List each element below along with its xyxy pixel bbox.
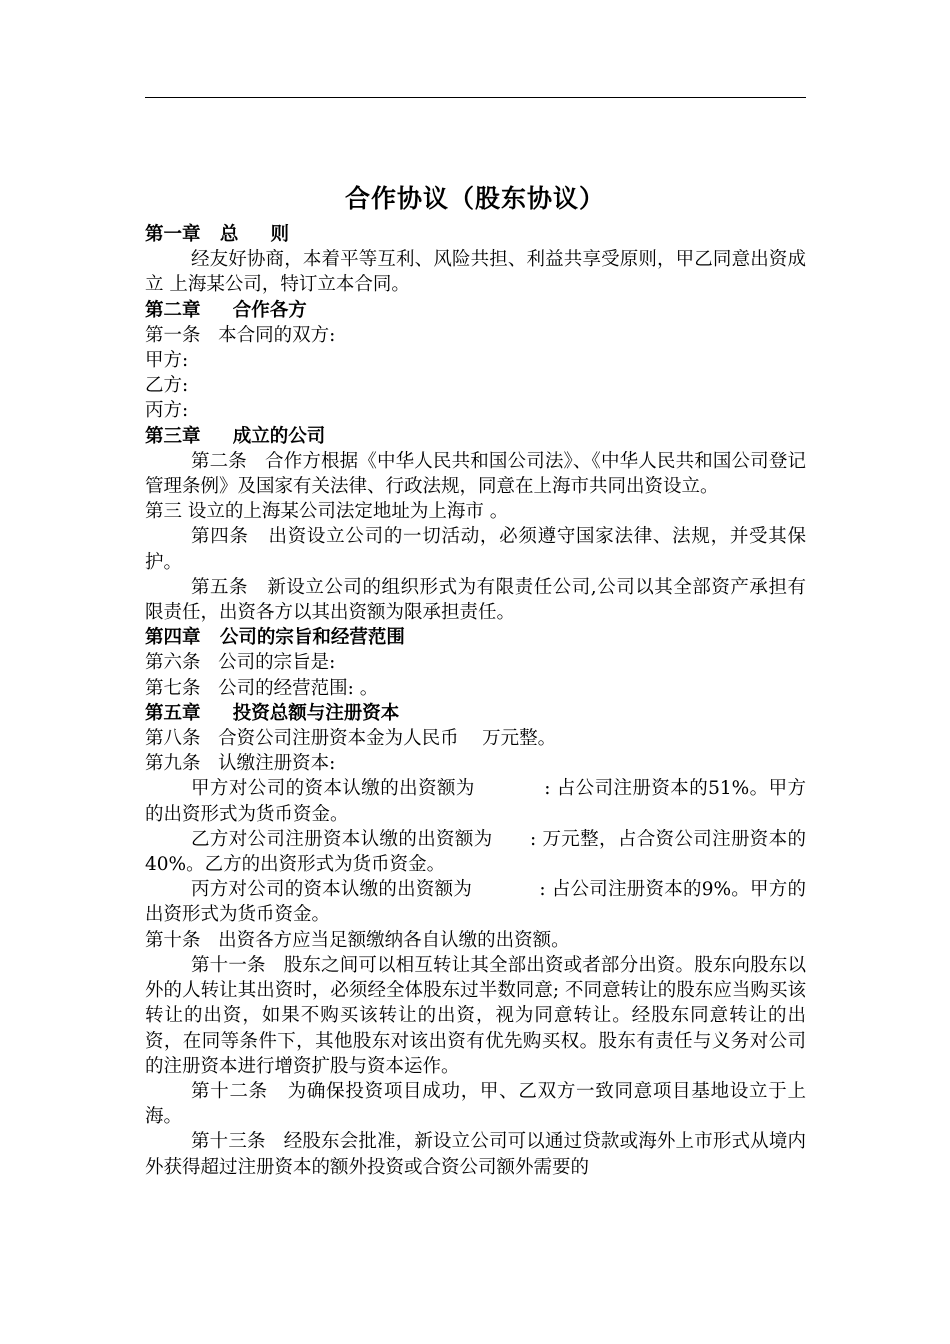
article-7: 第七条 公司的经营范围: 。 bbox=[145, 677, 379, 699]
chapter-2-heading: 第二章 合作各方 bbox=[145, 299, 307, 321]
article-2: 第二条 合作方根据《中华人民共和国公司法》、《中华人民共和国公司登记管理条例》及国家有关法律、行政法规，同意在上海市共同出资设立。 bbox=[145, 450, 806, 498]
chapter-5-heading: 第五章 投资总额与注册资本 bbox=[145, 702, 400, 724]
article-10: 第十条 出资各方应当足额缴纳各自认缴的出资额。 bbox=[145, 929, 570, 951]
chapter-4-heading: 第四章 公司的宗旨和经营范围 bbox=[145, 627, 405, 649]
article-3: 第三 设立的上海某公司法定地址为上海市 。 bbox=[145, 501, 509, 523]
header-rule bbox=[145, 97, 806, 98]
party-b-line: 乙方: bbox=[145, 375, 189, 397]
article-6: 第六条 公司的宗旨是: bbox=[145, 652, 336, 674]
party-c-line: 丙方: bbox=[145, 400, 189, 422]
document-title: 合作协议（股东协议） bbox=[344, 184, 605, 213]
article-11: 第十一条 股东之间可以相互转让其全部出资或者部分出资。股东向股东以外的人转让其出资时，必须经全体股东过半数同意; 不同意转让的股东应当购买该转让的出资，如果不购买该转让的出资，视为同意转让。经股东同意转让的出资，在同等条件下，其他股东对该出资有优先购买权。股东有责任与义务对公司的注册资本进行增资扩股与资本运作。 bbox=[145, 954, 806, 1077]
article-12: 第十二条 为确保投资项目成功，甲、乙双方一致同意项目基地设立于上海。 bbox=[145, 1080, 806, 1128]
share-party-c: 丙方对公司的资本认缴的出资额为 : 占公司注册资本的9%。甲方的出资形式为货币资金。 bbox=[145, 879, 806, 926]
share-party-b: 乙方对公司注册资本认缴的出资额为 : 万元整，占合资公司注册资本的40%。乙方的出资形式为货币资金。 bbox=[145, 828, 806, 876]
article-13: 第十三条 经股东会批准，新设立公司可以通过贷款或海外上市形式从境内外获得超过注册资本的额外投资或合资公司额外需要的 bbox=[145, 1131, 806, 1178]
article-4: 第四条 出资设立公司的一切活动，必须遵守国家法律、法规，并受其保护。 bbox=[145, 526, 806, 573]
article-1: 第一条 本合同的双方: bbox=[145, 324, 336, 346]
article-9: 第九条 认缴注册资本: bbox=[145, 753, 336, 775]
intro-paragraph: 经友好协商，本着平等互利、风险共担、利益共享受原则，甲乙同意出资成立 上海某公司，特订立本合同。 bbox=[145, 249, 806, 296]
article-8: 第八条 合资公司注册资本金为人民币 万元整。 bbox=[145, 728, 557, 750]
chapter-1-heading: 第一章 总 则 bbox=[145, 224, 290, 245]
share-party-a: 甲方对公司的资本认缴的出资额为 : 占公司注册资本的51%。甲方的出资形式为货币资金。 bbox=[145, 778, 806, 825]
document-body bbox=[145, 222, 806, 1180]
article-5: 第五条 新设立公司的组织形式为有限责任公司,公司以其全部资产承担有限责任，出资各方以其出资额为限承担责任。 bbox=[145, 576, 806, 624]
chapter-3-heading: 第三章 成立的公司 bbox=[145, 425, 326, 447]
party-a-line: 甲方: bbox=[145, 350, 189, 372]
